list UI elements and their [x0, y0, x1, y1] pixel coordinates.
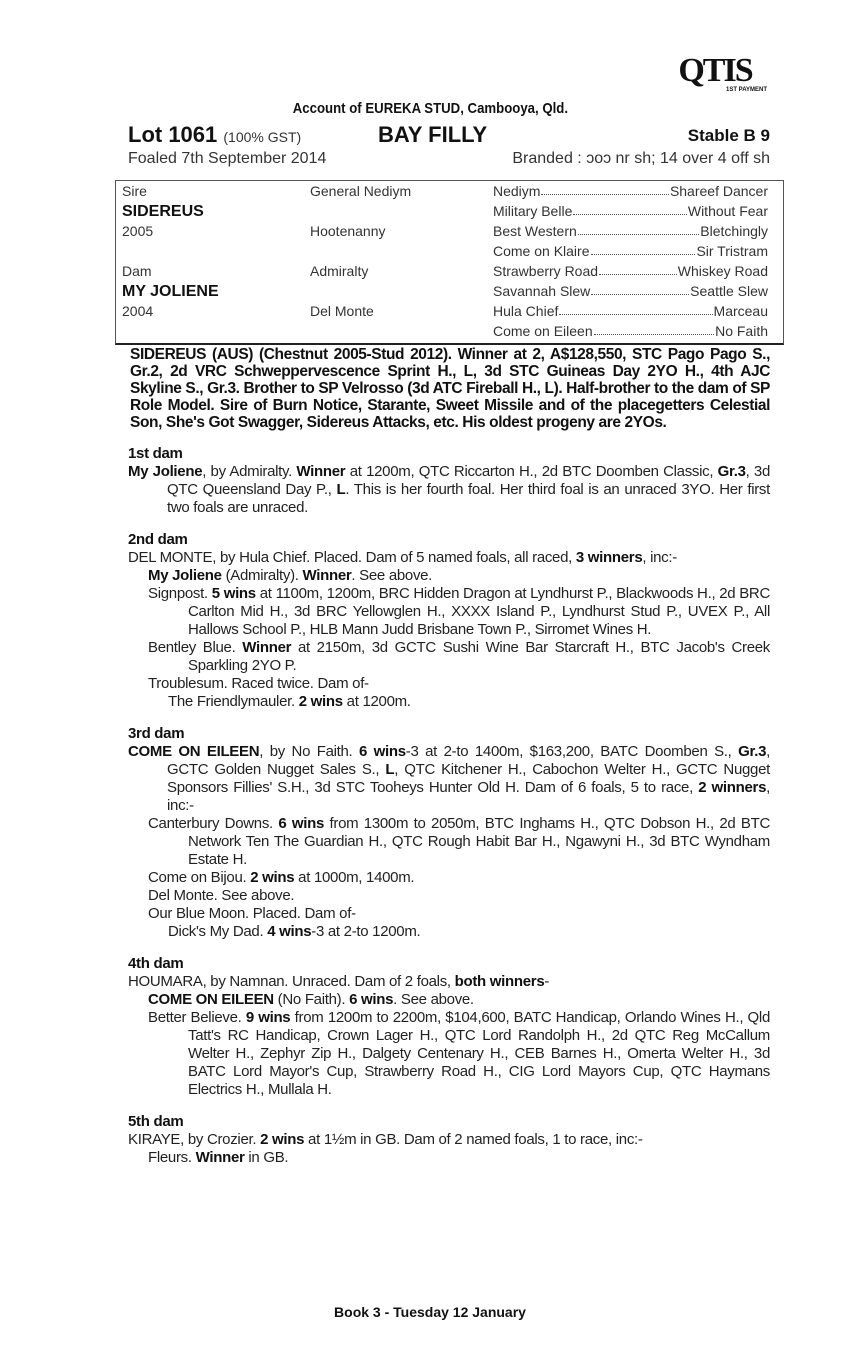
- pedigree-row: [116, 243, 783, 263]
- text: . This is her fourth foal. Her third foal is an unraced 3YO. Her first two foals are unraced.: [167, 481, 770, 516]
- bold-text: My Joliene: [128, 463, 203, 480]
- leader-dots: [591, 243, 696, 255]
- bold-text: COME ON EILEEN: [148, 991, 274, 1008]
- text: Bentley Blue.: [148, 639, 243, 656]
- great-granddam: Come on Eileen: [493, 323, 593, 339]
- pedigree-great-grandparents: [493, 263, 768, 279]
- bold-text: 6 wins: [278, 815, 325, 832]
- pedigree-row: [116, 283, 783, 303]
- text: -3 at 2-to 1400m, $163,200, BATC Doomben S.,: [405, 743, 739, 760]
- pedigree-row: [116, 323, 783, 343]
- text: at 1200m.: [342, 693, 411, 710]
- text: -: [544, 973, 550, 990]
- section-heading: 1st dam: [128, 445, 183, 462]
- text: Signpost.: [148, 585, 212, 602]
- leader-dots: [599, 263, 677, 275]
- pedigree-paragraph: [128, 973, 770, 991]
- dam-section: [128, 1113, 770, 1167]
- text: The Friendlymauler.: [168, 693, 299, 710]
- vendor-account: Account of EUREKA STUD, Cambooya, Qld.: [292, 100, 568, 117]
- section-heading: 4th dam: [128, 955, 184, 972]
- text: Fleurs.: [148, 1149, 196, 1166]
- lot-header: [128, 122, 770, 148]
- pedigree-great-grandparents: [493, 303, 768, 319]
- pedigree-paragraph: [128, 1009, 770, 1099]
- pedigree-parent: SIDEREUS: [122, 203, 204, 220]
- bold-text: L: [385, 761, 395, 778]
- great-granddam: Hula Chief: [493, 303, 559, 319]
- text: at 1½m in GB. Dam of 2 named foals, 1 to race, inc:-: [304, 1131, 643, 1148]
- great-granddam: Strawberry Road: [493, 263, 599, 279]
- pedigree-parent: Dam: [122, 263, 152, 279]
- text: -3 at 2-to 1200m.: [311, 923, 421, 940]
- pedigree-row: [116, 223, 783, 243]
- logo-tag: 1ST PAYMENT: [725, 87, 767, 93]
- pedigree-paragraph: [128, 887, 770, 905]
- text: KIRAYE, by Crozier.: [128, 1131, 261, 1148]
- text: from 1200m to 2200m, $104,600, BATC Handicap, Orlando Wines H., Qld Tatt's RC Handicap, Crown Lager H., QTC Lord Randolph H., 2d QTC Reg McCallum Welter H., Zephyr Zip H., Dalgety Centenary H., CEB Barnes H., Omerta Welter H., 3d BATC Lord Mayor's Cup, Strawberry Road H., CIG Lord Mayors Cup, QTC Haymans Electrics H., Mullala H.: [188, 1009, 770, 1098]
- bold-text: Winner: [242, 639, 292, 656]
- pedigree-great-grandparents: [493, 183, 768, 199]
- leader-dots: [541, 183, 668, 195]
- pedigree-parent: 2004: [122, 303, 154, 319]
- text: , inc:-: [167, 779, 771, 814]
- bold-text: both winners: [454, 973, 545, 990]
- pedigree-great-grandparents: [493, 323, 768, 339]
- great-granddam: Military Belle: [493, 203, 573, 219]
- bold-text: COME ON EILEEN: [128, 743, 260, 760]
- text: , GCTC Golden Nugget Sales S.,: [167, 743, 770, 778]
- pedigree-grandparent: Hootenanny: [310, 223, 386, 239]
- pedigree-row: [116, 263, 783, 283]
- colour-sex: BAY FILLY: [378, 122, 488, 147]
- bold-text: 4 wins: [267, 923, 312, 940]
- text: Better Believe.: [148, 1009, 246, 1026]
- text: at 1100m, 1200m, BRC Hidden Dragon at Lyndhurst P., Blackwoods H., 2d BRC Carlton Mid H., 3d BRC Yellowglen H., XXXX Island P., Lyndhurst Stud P., UVEX P., All Hallows School P., HLB Mann Judd Brisbane Town P., Sirromet Wines H.: [188, 585, 770, 638]
- section-heading: 2nd dam: [128, 531, 188, 548]
- sire-summary: SIDEREUS (AUS) (Chestnut 2005-Stud 2012). Winner at 2, A$128,550, STC Pago Pago S., Gr.2, 2d VRC Schweppervescence Sprint H., L, 3d STC Guineas Day 2YO H., 4th AJC Skyline S., Gr.3. Brother to SP Velrosso (3d ATC Fireball H., L). Half-brother to the dam of SP Role Model. Sire of Burn Notice, Starante, Sweet Missile and of the placegetters Celestial Son, She's Got Swagger, Sidereus Attacks, etc. His oldest progeny are 2YOs.: [130, 346, 770, 431]
- bold-text: My Joliene: [148, 567, 222, 584]
- pedigree-paragraph: [128, 675, 770, 693]
- text: Canterbury Downs.: [148, 815, 279, 832]
- stable: Stable B 9: [687, 126, 770, 145]
- text: at 1000m, 1400m.: [294, 869, 415, 886]
- text: (Admiralty).: [221, 567, 303, 584]
- pedigree-paragraph: [128, 923, 770, 941]
- brand-marks: Branded : ɔoɔ nr sh; 14 over 4 off sh: [512, 150, 770, 167]
- text: DEL MONTE, by Hula Chief. Placed. Dam of 5 named foals, all raced,: [128, 549, 576, 566]
- great-grandsire: Sir Tristram: [696, 243, 768, 259]
- great-grandsire: Without Fear: [687, 203, 768, 219]
- text: , inc:-: [642, 549, 677, 566]
- pedigree-paragraph: [128, 991, 770, 1009]
- pedigree-paragraph: [128, 549, 770, 567]
- vendor-account-row: [0, 100, 860, 118]
- gst-note: (100% GST): [223, 129, 302, 145]
- foaled-date: Foaled 7th September 2014: [128, 150, 327, 167]
- pedigree-paragraph: [128, 743, 770, 815]
- text: Del Monte. See above.: [148, 887, 295, 904]
- bold-text: 6 wins: [349, 991, 394, 1008]
- bold-text: 6 wins: [359, 743, 406, 760]
- pedigree-row: [116, 203, 783, 223]
- pedigree-paragraph: [128, 693, 770, 711]
- text: in GB.: [244, 1149, 289, 1166]
- great-grandsire: Bletchingly: [700, 223, 768, 239]
- bold-text: 2 wins: [298, 693, 343, 710]
- great-granddam: Best Western: [493, 223, 577, 239]
- pedigree-row: [116, 303, 783, 323]
- text: Dick's My Dad.: [168, 923, 268, 940]
- text: , by Admiralty.: [202, 463, 297, 480]
- pedigree-paragraph: [128, 905, 770, 923]
- lot-label: Lot 1061: [128, 122, 218, 147]
- great-grandsire: Seattle Slew: [690, 283, 768, 299]
- pedigree-paragraph: [128, 567, 770, 585]
- great-granddam: Savannah Slew: [493, 283, 591, 299]
- bold-text: 3 winners: [575, 549, 643, 566]
- text: HOUMARA, by Namnan. Unraced. Dam of 2 foals,: [128, 973, 455, 990]
- leader-dots: [594, 323, 714, 335]
- dam-line: [128, 445, 770, 1181]
- pedigree-table: [115, 180, 784, 345]
- pedigree-paragraph: [128, 869, 770, 887]
- dam-section: [128, 725, 770, 941]
- text: at 2150m, 3d GCTC Sushi Wine Bar Starcraft H., BTC Jacob's Creek Sparkling 2YO P.: [188, 639, 770, 674]
- bold-text: Gr.3: [738, 743, 767, 760]
- bold-text: Winner: [195, 1149, 245, 1166]
- bold-text: 2 wins: [260, 1131, 305, 1148]
- text: at 1200m, QTC Riccarton H., 2d BTC Doomben Classic,: [345, 463, 718, 480]
- great-grandsire: Whiskey Road: [677, 263, 768, 279]
- great-grandsire: Shareef Dancer: [669, 183, 768, 199]
- pedigree-grandparent: General Nediym: [310, 183, 412, 199]
- pedigree-parent: MY JOLIENE: [122, 283, 219, 300]
- text: . See above.: [351, 567, 433, 584]
- logo-text: QTIS: [678, 52, 752, 89]
- text: (No Faith).: [273, 991, 350, 1008]
- bold-text: 9 wins: [245, 1009, 291, 1026]
- great-granddam: Nediym: [493, 183, 541, 199]
- pedigree-great-grandparents: [493, 283, 768, 299]
- pedigree-paragraph: [128, 815, 770, 869]
- great-granddam: Come on Klaire: [493, 243, 590, 259]
- dam-section: [128, 531, 770, 711]
- pedigree-paragraph: [128, 1149, 770, 1167]
- text: Troublesum. Raced twice. Dam of-: [148, 675, 369, 692]
- pedigree-grandparent: Del Monte: [310, 303, 374, 319]
- qtis-logo: [655, 52, 775, 94]
- leader-dots: [559, 303, 712, 315]
- bold-text: Gr.3: [717, 463, 746, 480]
- bold-text: Winner: [302, 567, 352, 584]
- text: , by No Faith.: [259, 743, 360, 760]
- pedigree-paragraph: [128, 1131, 770, 1149]
- leader-dots: [573, 203, 687, 215]
- pedigree-grandparent: Admiralty: [310, 263, 369, 279]
- page-footer: Book 3 - Tuesday 12 January: [334, 1304, 526, 1320]
- pedigree-great-grandparents: [493, 203, 768, 219]
- pedigree-great-grandparents: [493, 243, 768, 259]
- page-body: [0, 346, 860, 1321]
- text: , QTC Kitchener H., Cabochon Welter H., GCTC Nugget Sponsors Fillies' S.H., 3d STC Tooheys Hunter Old H. Dam of 6 foals, 5 to race,: [167, 761, 770, 796]
- lot-number: [128, 122, 301, 148]
- text: Come on Bijou.: [148, 869, 251, 886]
- text: , 3d QTC Queensland Day P.,: [167, 463, 771, 498]
- section-heading: 5th dam: [128, 1113, 184, 1130]
- text: from 1300m to 2050m, BTC Inghams H., QTC Dobson H., 2d BTC Network Ten The Guardian H., QTC Rough Habit Bar H., Ngawyni H., 3d BTC Wyndham Estate H.: [188, 815, 770, 868]
- great-grandsire: Marceau: [713, 303, 768, 319]
- bold-text: 2 wins: [250, 869, 295, 886]
- dam-section: [128, 955, 770, 1099]
- foaled-row: [128, 150, 770, 168]
- pedigree-paragraph: [128, 585, 770, 639]
- section-heading: 3rd dam: [128, 725, 185, 742]
- leader-dots: [578, 223, 700, 235]
- pedigree-great-grandparents: [493, 223, 768, 239]
- pedigree-parent: 2005: [122, 223, 154, 239]
- pedigree-paragraph: [128, 463, 770, 517]
- text: Our Blue Moon. Placed. Dam of-: [148, 905, 356, 922]
- pedigree-row: [116, 183, 783, 203]
- pedigree-parent: Sire: [122, 183, 147, 199]
- leader-dots: [591, 283, 689, 295]
- bold-text: 5 wins: [211, 585, 256, 602]
- text: . See above.: [393, 991, 474, 1008]
- bold-text: L: [336, 481, 346, 498]
- pedigree-paragraph: [128, 639, 770, 675]
- bold-text: 2 winners: [698, 779, 767, 796]
- great-grandsire: No Faith: [715, 323, 768, 339]
- bold-text: Winner: [296, 463, 346, 480]
- dam-section: [128, 445, 770, 517]
